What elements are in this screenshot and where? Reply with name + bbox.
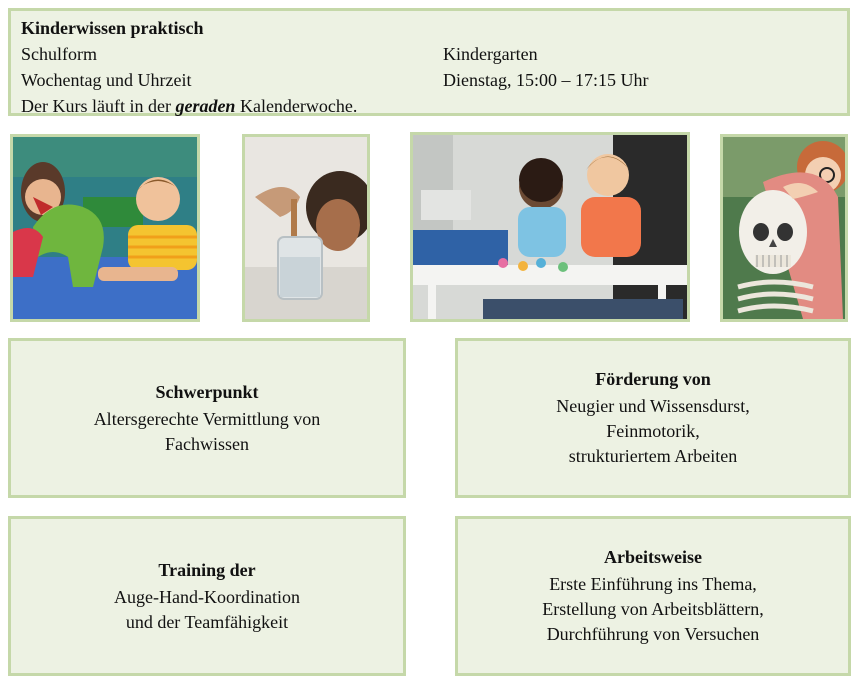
photo-dinosaur-toy-children [10,134,200,322]
box-line: strukturiertem Arbeiten [568,446,738,466]
info-row-weekday-time [21,67,837,93]
info-row-school-type [21,41,837,67]
box-line: Auge-Hand-Koordination [114,586,300,607]
info-label: Wochentag und Uhrzeit [21,70,192,90]
promotion-box [455,338,851,498]
info-label: Schulform [21,44,97,64]
photo-children-playdough-table [410,132,690,322]
box-line: Altersgerechte Vermittlung von [93,408,321,429]
box-heading: Training der [158,559,256,580]
box-line: Neugier und Wissensdurst, [556,396,750,416]
box-line: Feinmotorik, [606,421,700,441]
training-box [8,516,406,676]
box-line: Erste Einführung ins Thema, [549,574,757,594]
note-emphasis: geraden [175,96,236,116]
note-pre: Der Kurs läuft in der [21,96,176,116]
course-info-panel [8,8,850,116]
box-line: Fachwissen [165,433,249,454]
box-line: und der Teamfähigkeit [125,611,289,632]
method-box [455,516,851,676]
box-heading: Arbeitsweise [604,547,702,567]
box-line: Durchführung von Versuchen [546,624,760,644]
course-title: Kinderwissen praktisch [21,18,204,38]
info-value: Dienstag, 15:00 – 17:15 Uhr [443,70,649,90]
box-heading: Förderung von [595,369,711,389]
note-post: Kalenderwoche. [235,96,358,116]
info-value: Kindergarten [443,44,538,64]
box-line: Erstellung von Arbeitsblättern, [542,599,764,619]
photo-child-science-experiment [242,134,370,322]
info-row-note [21,93,837,119]
box-heading: Schwerpunkt [155,381,259,402]
photo-child-skeleton-model [720,134,848,322]
focus-box [8,338,406,498]
